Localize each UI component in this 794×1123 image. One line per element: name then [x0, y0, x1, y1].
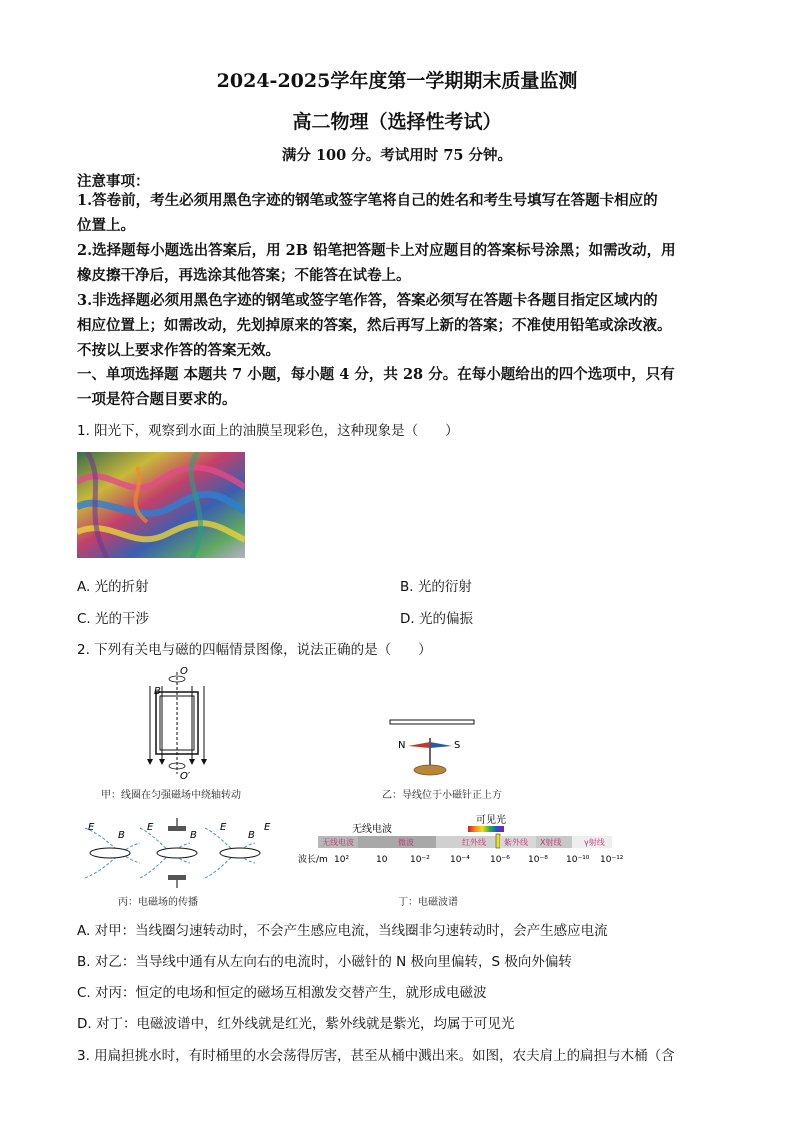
- label-visible-light: 可见光: [476, 815, 506, 826]
- notes-line: 不按以上要求作答的答案无效。: [77, 342, 280, 359]
- label-S: S: [454, 740, 461, 751]
- caption-jia: 甲：线圈在匀强磁场中绕轴转动: [101, 790, 241, 801]
- label-E1: E: [88, 822, 95, 833]
- label-E2: E: [147, 822, 154, 833]
- figure-wire-over-needle: [388, 716, 478, 776]
- notes-body: [77, 188, 717, 363]
- notes-line: 位置上。: [77, 217, 135, 234]
- band-xray: X射线: [540, 838, 562, 847]
- notes-line: 2.选择题每小题选出答案后，用 2B 铅笔把答题卡上对应题目的答案标号涂黑；如需改动，用: [77, 242, 676, 259]
- q1-option-c[interactable]: C. 光的干涉: [77, 611, 150, 627]
- tick-4: 10⁻⁴: [450, 855, 470, 865]
- section-line: 一、单项选择题 本题共 7 小题，每小题 4 分，共 28 分。在每小题给出的四个选项中，只有: [77, 366, 675, 383]
- notes-line: 橡皮擦干净后，再选涂其他答案；不能答在试卷上。: [77, 267, 411, 284]
- q1-option-d[interactable]: D. 光的偏振: [400, 611, 473, 627]
- caption-ding: 丁：电磁波谱: [398, 897, 458, 908]
- label-B1: B: [118, 830, 125, 841]
- q2-stem: 2. 下列有关电与磁的四幅情景图像，说法正确的是（ ）: [77, 642, 432, 658]
- q1-option-a[interactable]: A. 光的折射: [77, 579, 149, 595]
- caption-bing: 丙：电磁场的传播: [118, 897, 198, 908]
- axis-label-wavelength: 波长/m: [298, 855, 328, 865]
- score-info: 满分 100 分。考试用时 75 分钟。: [281, 147, 513, 164]
- band-ultraviolet: 紫外线: [504, 838, 528, 847]
- notes-line: 1.答卷前，考生必须用黑色字迹的钢笔或签字笔将自己的姓名和考生号填写在答题卡相应的: [77, 192, 658, 209]
- notes-line: 3.非选择题必须用黑色字迹的钢笔或签字笔作答，答案必须写在答题卡各题目指定区域内的: [77, 292, 658, 309]
- q2-option-b[interactable]: B. 对乙：当导线中通有从左向右的电流时，小磁针的 N 极向里偏转，S 极向外偏转: [77, 954, 572, 970]
- label-O: O: [180, 666, 188, 677]
- q1-stem: 1. 阳光下，观察到水面上的油膜呈现彩色，这种现象是（ ）: [77, 423, 459, 439]
- exam-subtitle: 高二物理（选择性考试）: [292, 111, 502, 133]
- label-E3: E: [220, 822, 227, 833]
- band-radio: 无线电波: [322, 838, 354, 847]
- notes-line: 相应位置上；如需改动，先划掉原来的答案，然后再写上新的答案；不准使用铅笔或涂改液。: [77, 317, 672, 334]
- caption-yi: 乙：导线位于小磁针正上方: [382, 790, 502, 801]
- tick-1: 10²: [334, 855, 350, 865]
- figure-coil-rotation: [140, 662, 220, 782]
- label-E4: E: [264, 822, 271, 833]
- q2-option-d[interactable]: D. 对丁：电磁波谱中，红外线就是红光，紫外线就是紫光，均属于可见光: [77, 1016, 515, 1032]
- figure-em-propagation: [80, 818, 280, 888]
- label-B3: B: [248, 830, 255, 841]
- label-O-prime: O′: [180, 771, 191, 782]
- label-B: B: [154, 686, 161, 697]
- section-heading: [77, 362, 717, 412]
- section-line: 一项是符合题目要求的。: [77, 391, 237, 408]
- label-N: N: [398, 740, 406, 751]
- band-infrared: 红外线: [462, 838, 486, 847]
- q2-option-c[interactable]: C. 对丙：恒定的电场和恒定的磁场互相激发交替产生，就形成电磁波: [77, 985, 487, 1001]
- tick-7: 10⁻¹⁰: [566, 855, 590, 865]
- q3-stem: 3. 用扁担挑水时，有时桶里的水会荡得厉害，甚至从桶中溅出来。如图，农夫肩上的扁担与木桶（含: [77, 1048, 675, 1064]
- band-gamma: γ射线: [584, 838, 605, 847]
- notes-heading: 注意事项：: [77, 173, 150, 190]
- q1-option-b[interactable]: B. 光的衍射: [400, 579, 472, 595]
- tick-8: 10⁻¹²: [600, 855, 624, 865]
- tick-5: 10⁻⁶: [490, 855, 510, 865]
- tick-6: 10⁻⁸: [528, 855, 548, 865]
- label-radio-top: 无线电波: [352, 824, 392, 835]
- figure-em-spectrum: [298, 812, 628, 868]
- label-B2: B: [190, 830, 197, 841]
- q2-option-a[interactable]: A. 对甲：当线圈匀速转动时，不会产生感应电流，当线圈非匀速转动时，会产生感应电流: [77, 923, 608, 939]
- oil-film-image: [77, 452, 245, 558]
- tick-2: 10: [376, 855, 388, 865]
- band-microwave: 微波: [398, 838, 414, 847]
- exam-title: 2024-2025学年度第一学期期末质量监测: [216, 70, 578, 92]
- tick-3: 10⁻²: [410, 855, 430, 865]
